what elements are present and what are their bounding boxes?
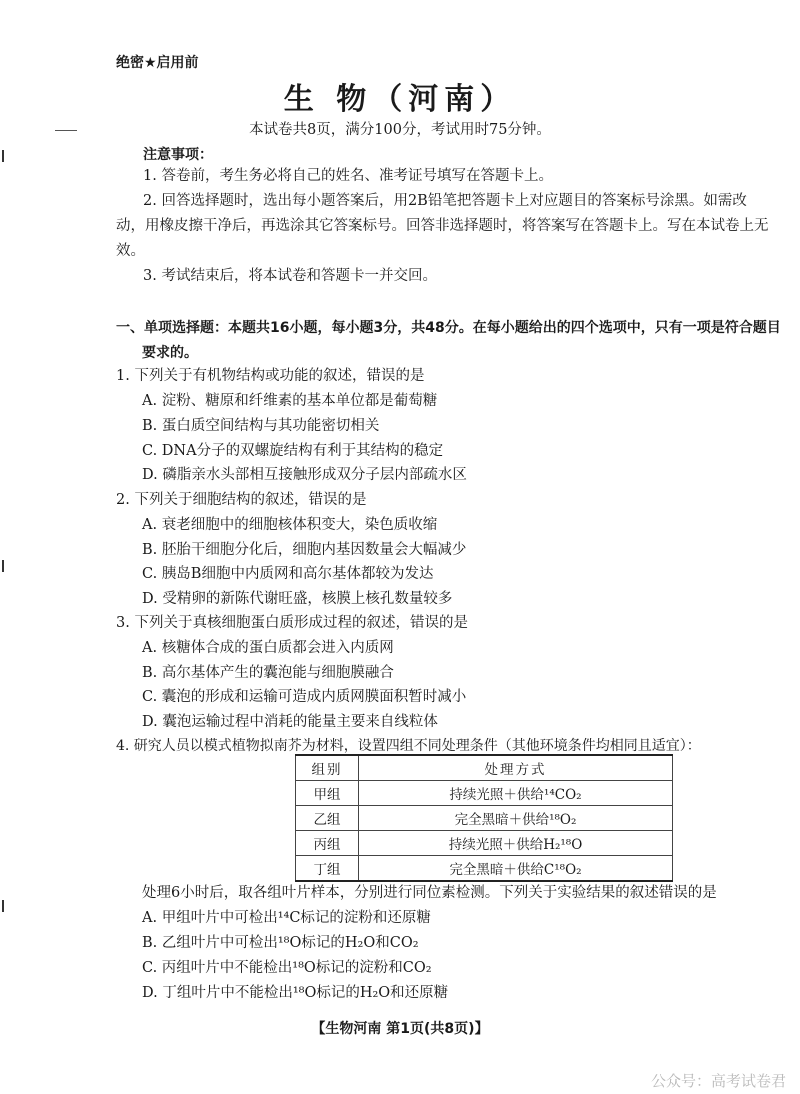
option: D. 丁组叶片中不能检出¹⁸O标记的H₂O和还原糖 [142, 985, 449, 1001]
page-footer: 【生物河南 第1页(共8页)】 [311, 1021, 489, 1037]
secret-label: 绝密★启用前 [116, 55, 199, 71]
option: C. 胰岛B细胞中内质网和高尔基体都较为发达 [142, 566, 434, 582]
treatment-table [295, 754, 673, 882]
table-cell: 持续光照＋供给H₂¹⁸O [359, 831, 673, 856]
table-row [296, 831, 673, 856]
question-stem: 3. 下列关于真核细胞蛋白质形成过程的叙述，错误的是 [116, 615, 468, 631]
table-row [296, 856, 673, 882]
option: A. 淀粉、糖原和纤维素的基本单位都是葡萄糖 [142, 393, 438, 409]
option: D. 囊泡运输过程中消耗的能量主要来自线粒体 [142, 714, 438, 730]
notice-item: 3. 考试结束后，将本试卷和答题卡一并交回。 [143, 268, 437, 284]
notice-item: 1. 答卷前，考生务必将自己的姓名、准考证号填写在答题卡上。 [143, 168, 553, 184]
binding-tick [2, 560, 4, 572]
option: B. 高尔基体产生的囊泡能与细胞膜融合 [142, 665, 394, 681]
table-cell: 乙组 [296, 806, 359, 831]
notice-item: 2. 回答选择题时，选出每小题答案后，用2B铅笔把答题卡上对应题目的答案标号涂黑。如需改动，用橡皮擦干净后，再选涂其它答案标号。回答非选择题时，将答案写在答题卡上。写在本试卷上无效。 [116, 193, 769, 259]
option: C. DNA分子的双螺旋结构有利于其结构的稳定 [142, 443, 444, 459]
option: A. 核糖体合成的蛋白质都会进入内质网 [142, 640, 394, 656]
section-heading: 一、单项选择题：本题共16小题，每小题3分，共48分。在每小题给出的四个选项中，只有一项是符合题目要求的。 [116, 320, 781, 361]
table-cell: 完全黑暗＋供给C¹⁸O₂ [359, 856, 673, 882]
option: C. 囊泡的形成和运输可造成内质网膜面积暂时减小 [142, 689, 467, 705]
notice-heading: 注意事项： [143, 147, 213, 163]
binding-tick [2, 150, 4, 162]
table-header-row [296, 755, 673, 781]
watermark: 公众号：高考试卷君 [650, 1072, 786, 1090]
table-row [296, 806, 673, 831]
option: D. 受精卵的新陈代谢旺盛，核膜上核孔数量较多 [142, 591, 453, 607]
table-cell: 丁组 [296, 856, 359, 882]
question-stem: 1. 下列关于有机物结构或功能的叙述，错误的是 [116, 368, 425, 384]
question-followup: 处理6小时后，取各组叶片样本，分别进行同位素检测。下列关于实验结果的叙述错误的是 [142, 885, 717, 901]
question-stem: 4. 研究人员以模式植物拟南芥为材料，设置四组不同处理条件（其他环境条件均相同且适宜）： [116, 738, 701, 754]
option: B. 蛋白质空间结构与其功能密切相关 [142, 418, 380, 434]
option: C. 丙组叶片中不能检出¹⁸O标记的淀粉和CO₂ [142, 960, 432, 976]
binding-tick [2, 900, 4, 912]
table-header: 组别 [296, 755, 359, 781]
table-header: 处理方式 [359, 755, 673, 781]
option: B. 胚胎干细胞分化后，细胞内基因数量会大幅减少 [142, 542, 467, 558]
option: B. 乙组叶片中可检出¹⁸O标记的H₂O和CO₂ [142, 935, 419, 951]
question-stem: 2. 下列关于细胞结构的叙述，错误的是 [116, 492, 367, 508]
table-cell: 持续光照＋供给¹⁴CO₂ [359, 781, 673, 806]
option: A. 衰老细胞中的细胞核体积变大，染色质收缩 [142, 517, 438, 533]
table-row [296, 781, 673, 806]
table-cell: 丙组 [296, 831, 359, 856]
option: A. 甲组叶片中可检出¹⁴C标记的淀粉和还原糖 [142, 910, 431, 926]
table-cell: 完全黑暗＋供给¹⁸O₂ [359, 806, 673, 831]
table-cell: 甲组 [296, 781, 359, 806]
option: D. 磷脂亲水头部相互接触形成双分子层内部疏水区 [142, 467, 467, 483]
exam-info: 本试卷共8页，满分100分，考试用时75分钟。 [249, 122, 551, 138]
page-title: 生 物（河南） [283, 82, 517, 117]
